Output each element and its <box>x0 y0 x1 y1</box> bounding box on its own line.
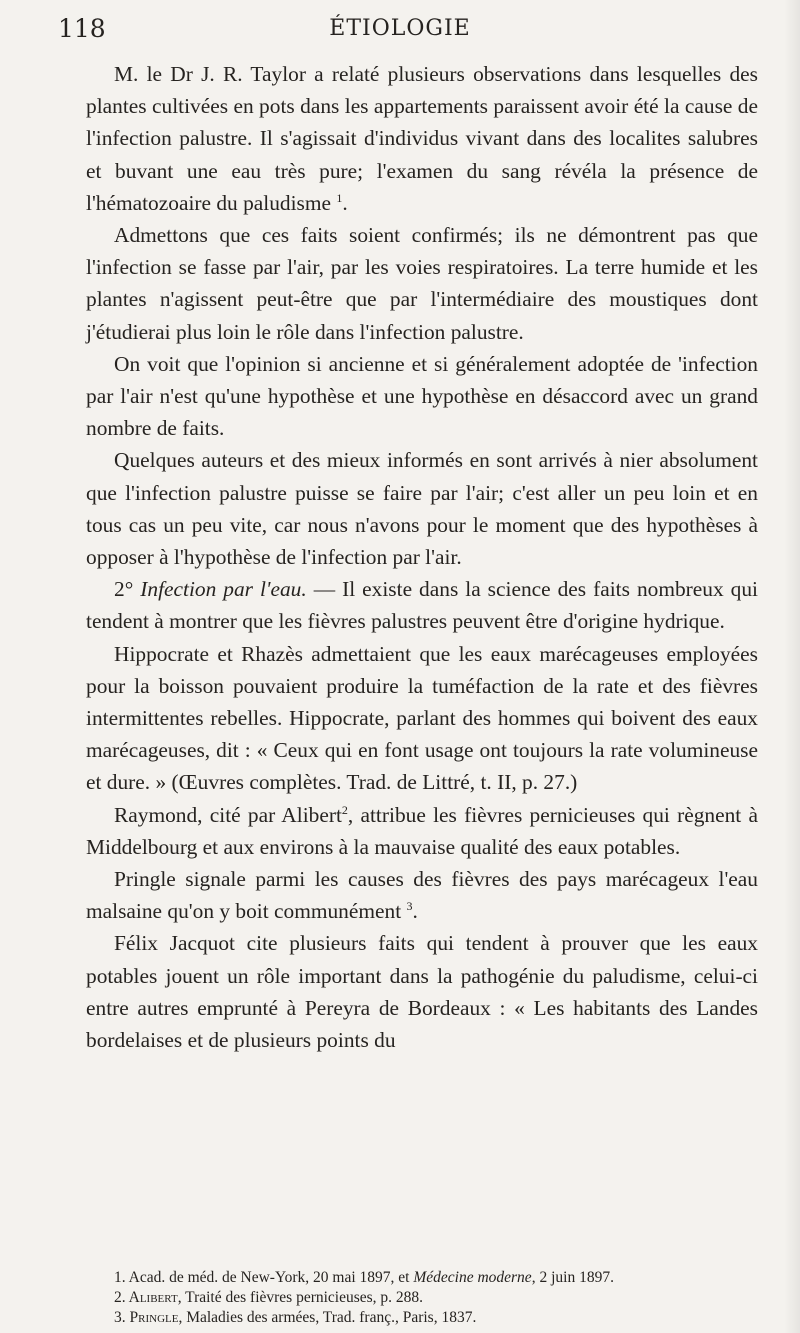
footnote-2 <box>86 1288 758 1308</box>
paragraph-8-text: Pringle signale parmi les causes des fièvres des pays marécageux l'eau malsaine qu'on y boit communément <box>86 867 758 924</box>
page-header <box>58 14 742 54</box>
paragraph-3: On voit que l'opinion si ancienne et si généralement adoptée de 'infection par l'air n'est qu'une hypothèse et une hypothèse en désaccord avec un grand nombre de faits. <box>86 351 758 441</box>
footnote-1-journal: Médecine moderne <box>413 1269 532 1286</box>
paragraph-5 <box>86 573 758 637</box>
paragraph-1: M. le Dr J. R. Taylor a relaté plusieurs observations dans lesquelles des plantes cultivées en pots dans les appartements paraissent avoir été la cause de l'infection palustre. Il s'agissait d'individus vivant dans des localites salubres et buvant une eau très pure; l'examen du sang révéla la présence de l'hématozoaire du paludisme $^1$. <box>86 62 758 215</box>
footnote-ref-2: 2 <box>341 802 348 817</box>
paragraph-2: Admettons que ces faits soient confirmés; ils ne démontrent pas que l'infection se fasse par l'air, par les voies respiratoires. La terre humide et les plantes n'agissent peut-être que par l'intermédiaire des moustiques dont j'étudierai plus loin le rôle dans l'infection palustre. <box>86 223 758 344</box>
paragraph-1-text: M. le Dr J. R. Taylor a relaté plusieurs observations dans lesquelles des plantes cultivées en pots dans les appartements paraissent avoir été la cause de l'infection palustre. Il s'agissait d'individus vivant dans des localites salubres et buvant une eau très pure; l'examen du sang révéla la présence de l'hématozoaire du paludisme <box>86 62 758 215</box>
footnote-1-date: , 2 juin 1897. <box>531 1269 614 1286</box>
body-text <box>86 58 758 1056</box>
paragraph-7 <box>86 799 758 863</box>
paragraph-5-text: — Il existe dans la science des faits nombreux qui tendent à montrer que les fièvres palustres peuvent être d'origine hydrique. <box>86 577 758 634</box>
footnote-2-author: 2. Alibert <box>114 1289 178 1306</box>
paragraph-6: Hippocrate et Rhazès admettaient que les eaux marécageuses employées pour la boisson pouvaient produire la tuméfaction de la rate et des fièvres intermittentes rebelles. Hippocrate, parlant des hommes qui boivent des eaux marécageuses, dit : « Ceux qui en font usage ont toujours la rate volumineuse et dure. » (Œuvres complètes. Trad. de Littré, t. II, p. 27.) <box>86 641 758 795</box>
paragraph-8: Pringle signale parmi les causes des fièvres des pays marécageux l'eau malsaine qu'on y boit communément $^3$. <box>86 867 758 924</box>
footnote-ref-3: 3 <box>406 899 413 914</box>
footnote-1-text: 1. Acad. de méd. de New-York, 20 mai 1897, et <box>114 1269 414 1286</box>
footnote-1 <box>86 1268 758 1288</box>
paragraph-9: Félix Jacquot cite plusieurs faits qui tendent à prouver que les eaux potables jouent un rôle important dans la pathogénie du paludisme, celui-ci entre autres emprunté à Pereyra de Bordeaux : « Les habitants des Landes bordelaises et de plusieurs points du <box>86 931 758 1053</box>
footnote-2-text: , Traité des fièvres pernicieuses, p. 288. <box>177 1289 424 1306</box>
section-heading: Infection par l'eau. <box>140 577 307 602</box>
page-number: 118 <box>58 14 106 43</box>
running-title: ÉTIOLOGIE <box>329 16 471 41</box>
section-number: 2° <box>114 577 134 602</box>
footnote-3 <box>86 1308 758 1328</box>
page-edge-shadow <box>784 0 800 1333</box>
footnote-3-text: , Maladies des armées, Trad. franç., Paris, 1837. <box>178 1309 477 1326</box>
footnotes <box>86 1268 758 1328</box>
paragraph-7-text-a: Raymond, cité par Alibert <box>114 802 342 827</box>
footnote-3-author: 3. Pringle <box>114 1309 179 1326</box>
paragraph-7-text-b: , attribue les fièvres pernicieuses qui règnent à Middelbourg et aux environs à la mauvaise qualité des eaux potables. <box>86 802 758 859</box>
paragraph-4: Quelques auteurs et des mieux informés en sont arrivés à nier absolument que l'infection palustre puisse se faire par l'air; c'est aller un peu loin et en tous cas un peu vite, car nous n'avons pour le moment que des hypothèses à opposer à l'hypothèse de l'infection par l'air. <box>86 448 758 570</box>
footnote-ref-1: 1 <box>336 190 343 205</box>
